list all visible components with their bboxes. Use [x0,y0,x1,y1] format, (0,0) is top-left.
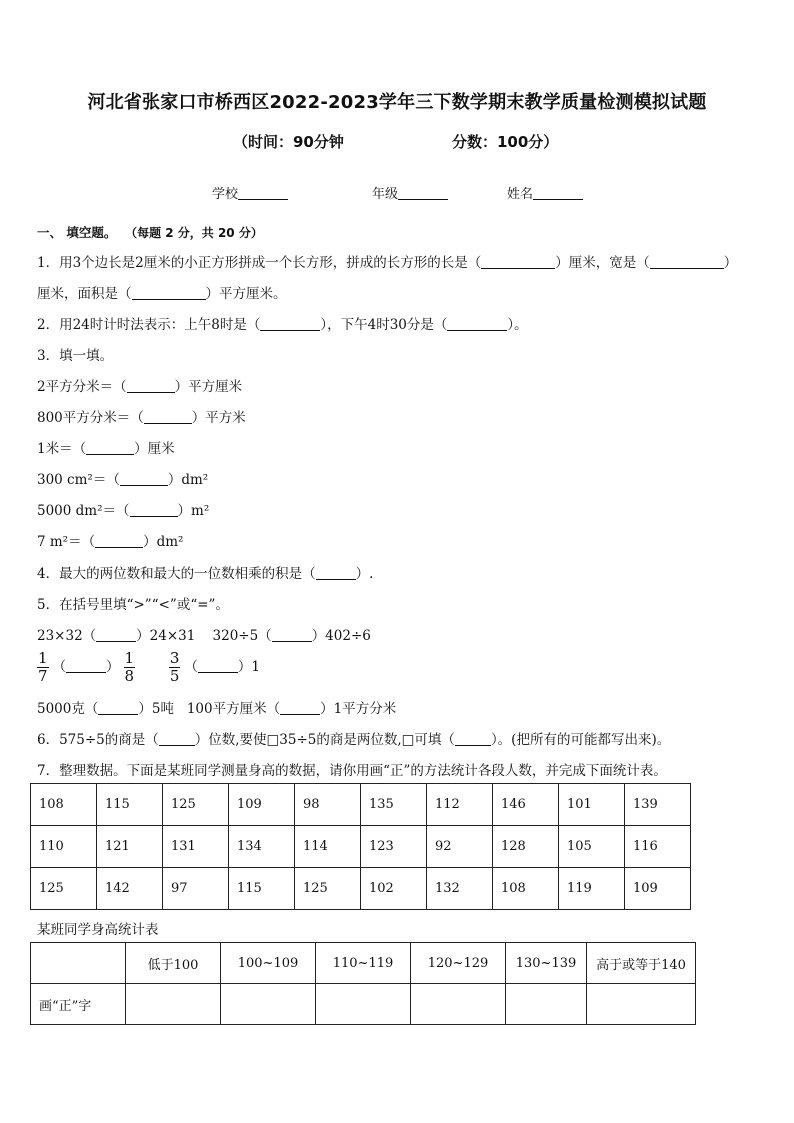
answer-blank[interactable] [144,410,192,424]
q5-fraction-row: $\frac{1}{7}$ （ ） $\frac{1}{8}$ $\frac{3}{5}$ （ ）1 [38,649,260,685]
table-cell: 101 [559,784,625,826]
table-cell: 146 [493,784,559,826]
table-cell: 135 [361,784,427,826]
answer-blank[interactable] [96,628,136,642]
question-7: 7．整理数据。下面是某班同学测量身高的数据，请你用画“正”的方法统计各段人数，并完成下面统计表。 [37,763,667,779]
school-blank[interactable] [238,186,288,200]
table-cell: 119 [559,868,625,910]
table-cell: 139 [625,784,691,826]
q5-row: 23×32（ ）24×31 320÷5（ ）402÷6 [37,628,371,644]
name-label: 姓名 [507,187,534,202]
q3-line: 5000 dm²＝（ ）m² [37,503,210,519]
stats-table-caption: 某班同学身高统计表 [37,922,159,938]
q3-line: 800平方分米＝（ ）平方米 [37,410,246,426]
grade-label: 年级 [372,187,399,202]
answer-blank[interactable] [159,732,195,746]
tally-cell[interactable] [587,984,696,1025]
table-row [31,984,696,1025]
answer-blank[interactable] [455,732,491,746]
q3-line: 1米＝（ ）厘米 [37,441,175,457]
answer-blank[interactable] [650,255,724,269]
answer-blank[interactable] [260,317,320,331]
answer-blank[interactable] [280,701,320,715]
answer-blank[interactable] [198,659,238,673]
fraction: $\frac{1}{8}$ [124,649,135,685]
table-row [31,826,691,868]
table-cell: 109 [625,868,691,910]
tally-cell[interactable] [126,984,221,1025]
name-blank[interactable] [533,186,583,200]
question-1: 1．用3个边长是2厘米的小正方形拼成一个长方形，拼成的长方形的长是（ ）厘米，宽是（ ） [37,255,738,271]
table-cell: 123 [361,826,427,868]
table-cell: 125 [163,784,229,826]
q5-row: 5000克（ ）5吨 100平方厘米（ ）1平方分米 [37,701,397,717]
height-stats-table [30,942,696,1025]
answer-blank[interactable] [86,441,134,455]
answer-blank[interactable] [272,628,312,642]
question-3: 3．填一填。 [37,348,114,364]
table-cell: 125 [31,868,97,910]
answer-blank[interactable] [127,379,175,393]
table-row [31,784,691,826]
answer-blank[interactable] [481,255,555,269]
fraction: $\frac{3}{5}$ [169,649,180,685]
name-field [507,183,583,202]
grade-field [372,183,448,202]
height-data-table [30,783,691,910]
table-header-cell: 120~129 [411,943,506,984]
table-cell: 131 [163,826,229,868]
question-5: 5．在括号里填“>”“<”或“=”。 [37,597,229,613]
table-cell: 92 [427,826,493,868]
answer-blank[interactable] [132,286,206,300]
q3-line: 300 cm²＝（ ）dm² [37,472,209,488]
answer-blank[interactable] [66,659,106,673]
school-field [212,183,288,202]
section-header: 一、 填空题。 （每题 2 分，共 20 分） [37,225,263,240]
table-header-cell: 100~109 [221,943,316,984]
q3-line: 2平方分米＝（ ）平方厘米 [37,379,243,395]
table-header-row [31,943,696,984]
table-cell: 102 [361,868,427,910]
fraction: $\frac{1}{7}$ [38,649,48,685]
question-2: 2．用24时计时法表示：上午8时是（ ），下午4时30分是（ ）。 [37,317,528,333]
table-cell: 112 [427,784,493,826]
answer-blank[interactable] [98,701,138,715]
table-header-cell: 130~139 [506,943,587,984]
table-cell: 108 [31,784,97,826]
table-cell: 97 [163,868,229,910]
table-cell: 98 [295,784,361,826]
tally-cell[interactable] [221,984,316,1025]
answer-blank[interactable] [120,472,168,486]
table-cell: 115 [229,868,295,910]
tally-cell[interactable] [316,984,411,1025]
table-cell: 128 [493,826,559,868]
q3-line: 7 m²＝（ ）dm² [37,534,184,550]
question-4: 4．最大的两位数和最大的一位数相乘的积是（ ）. [37,566,374,582]
score-label: 分数：100分） [452,133,559,151]
table-cell: 121 [97,826,163,868]
table-cell: 110 [31,826,97,868]
table-cell: 105 [559,826,625,868]
question-1-cont: 厘米，面积是（ ）平方厘米。 [37,286,287,302]
table-cell: 134 [229,826,295,868]
school-label: 学校 [212,187,239,202]
table-row [31,868,691,910]
page-title: 河北省张家口市桥西区2022-2023学年三下数学期末教学质量检测模拟试题 [87,92,707,113]
table-cell: 132 [427,868,493,910]
tally-cell[interactable] [411,984,506,1025]
table-header-cell: 110~119 [316,943,411,984]
table-cell: 125 [295,868,361,910]
question-6: 6．575÷5的商是（ ）位数,要使□35÷5的商是两位数,□可填（ ）。(把所有的可能都写出来)。 [37,732,671,748]
table-header-cell: 高于或等于140 [587,943,696,984]
table-cell: 114 [295,826,361,868]
table-cell: 115 [97,784,163,826]
table-cell: 108 [493,868,559,910]
answer-blank[interactable] [95,534,143,548]
answer-blank[interactable] [130,503,178,517]
table-cell: 142 [97,868,163,910]
grade-blank[interactable] [398,186,448,200]
table-cell: 109 [229,784,295,826]
answer-blank[interactable] [447,317,507,331]
time-label: （时间：90分钟 [233,133,344,151]
table-row-label: 画“正”字 [31,984,126,1025]
answer-blank[interactable] [316,566,356,580]
table-header-cell [31,943,126,984]
table-cell: 116 [625,826,691,868]
table-header-cell: 低于100 [126,943,221,984]
tally-cell[interactable] [506,984,587,1025]
